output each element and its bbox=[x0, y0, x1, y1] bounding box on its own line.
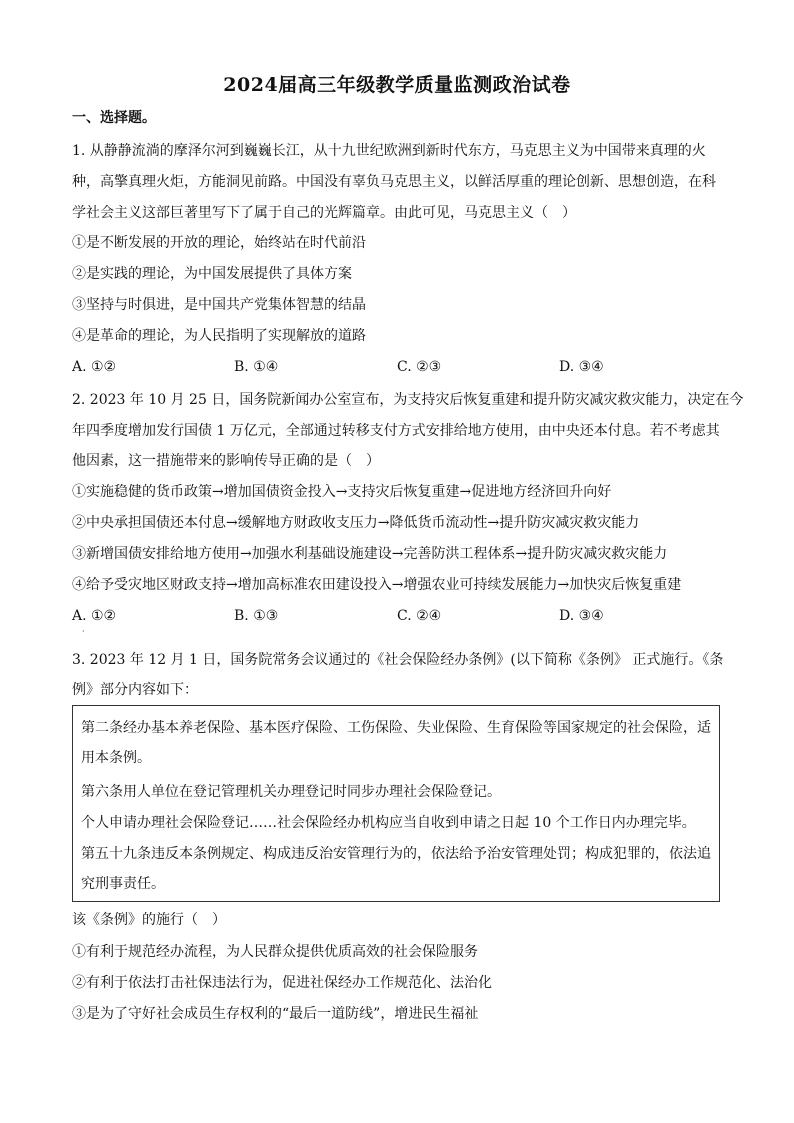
box-line-3: 第六条用人单位在登记管理机关办理登记时同步办理社会保险登记。 bbox=[81, 784, 501, 800]
box-line-4: 个人申请办理社会保险登记……社会保险经办机构应当自收到申请之日起 10 个工作日内办理完毕。 bbox=[81, 815, 696, 831]
q1-option-d[interactable]: D. ③④ bbox=[559, 359, 604, 375]
q2-item-4: ④给予受灾地区财政支持→增加高标准农田建设投入→增强农业可持续发展能力→加快灾后恢复重建 bbox=[72, 577, 682, 593]
q2-item-1: ①实施稳健的货币政策→增加国债资金投入→支持灾后恢复重建→促进地方经济回升向好 bbox=[72, 484, 612, 500]
q3-item-1: ①有利于规范经办流程，为人民群众提供优质高效的社会保险服务 bbox=[72, 944, 478, 960]
q2-option-c[interactable]: C. ②④ bbox=[397, 608, 442, 624]
box-line-6: 究刑事责任。 bbox=[81, 876, 165, 892]
q1-option-c[interactable]: C. ②③ bbox=[397, 359, 442, 375]
q2-stem-line-2: 年四季度增加发行国债 1 万亿元，全部通过转移支付方式安排给地方使用，由中央还本付息。若不考虑其 bbox=[72, 423, 720, 439]
q1-stem-line-3: 学社会主义这部巨著里写下了属于自己的光辉篇章。由此可见，马克思主义（ ） bbox=[72, 205, 576, 221]
q3-stem-line-1: 3. 2023 年 12 月 1 日，国务院常务会议通过的《社会保险经办条例》(以下简称《条例》 正式施行。《条 bbox=[72, 652, 724, 668]
q1-stem-line-2: 种，高擎真理火炬，方能洞见前路。中国没有辜负马克思主义，以鲜活厚重的理论创新、思想创造，在科 bbox=[72, 174, 716, 190]
stray-mark: · bbox=[82, 627, 85, 636]
q1-options bbox=[72, 357, 732, 377]
q1-option-a[interactable]: A. ①② bbox=[72, 359, 117, 375]
q1-item-4: ④是革命的理论，为人民指明了实现解放的道路 bbox=[72, 328, 366, 344]
q1-option-b[interactable]: B. ①④ bbox=[234, 359, 279, 375]
q1-item-3: ③坚持与时俱进，是中国共产党集体智慧的结晶 bbox=[72, 297, 366, 313]
q2-item-2: ②中央承担国债还本付息→缓解地方财政收支压力→降低货币流动性→提升防灾减灾救灾能力 bbox=[72, 515, 640, 531]
q3-item-3: ③是为了守好社会成员生存权利的“最后一道防线”，增进民生福祉 bbox=[72, 1006, 479, 1022]
q1-item-2: ②是实践的理论，为中国发展提供了具体方案 bbox=[72, 266, 352, 282]
q2-stem-line-3: 他因素，这一措施带来的影响传导正确的是（ ） bbox=[72, 453, 380, 469]
q3-stem-line-2: 例》部分内容如下： bbox=[72, 682, 198, 698]
q2-options bbox=[72, 606, 732, 626]
q2-stem-line-1: 2. 2023 年 10 月 25 日，国务院新闻办公室宣布，为支持灾后恢复重建和提升防灾减灾救灾能力，决定在今 bbox=[72, 392, 744, 408]
q3-stem: 该《条例》的施行（ ） bbox=[72, 912, 226, 928]
q2-option-a[interactable]: A. ①② bbox=[72, 608, 117, 624]
q1-item-1: ①是不断发展的开放的理论，始终站在时代前沿 bbox=[72, 235, 366, 251]
box-line-2: 用本条例。 bbox=[81, 750, 151, 766]
box-line-1: 第二条经办基本养老保险、基本医疗保险、工伤保险、失业保险、生育保险等国家规定的社会保险，适 bbox=[81, 720, 711, 736]
q1-stem-line-1: 1. 从静静流淌的摩泽尔河到巍巍长江，从十九世纪欧洲到新时代东方，马克思主义为中国带来真理的火 bbox=[72, 143, 706, 159]
q2-item-3: ③新增国债安排给地方使用→加强水利基础设施建设→完善防洪工程体系→提升防灾减灾救灾能力 bbox=[72, 546, 668, 562]
q2-option-d[interactable]: D. ③④ bbox=[559, 608, 604, 624]
q3-item-2: ②有利于依法打击社保违法行为，促进社保经办工作规范化、法治化 bbox=[72, 975, 492, 991]
q2-option-b[interactable]: B. ①③ bbox=[234, 608, 279, 624]
regulation-excerpt-box bbox=[72, 705, 720, 902]
section-heading: 一、选择题。 bbox=[72, 110, 156, 126]
page-title: 2024届高三年级教学质量监测政治试卷 bbox=[223, 74, 571, 96]
box-line-5: 第五十九条违反本条例规定、构成违反治安管理行为的，依法给予治安管理处罚；构成犯罪的，依法追 bbox=[81, 846, 711, 862]
